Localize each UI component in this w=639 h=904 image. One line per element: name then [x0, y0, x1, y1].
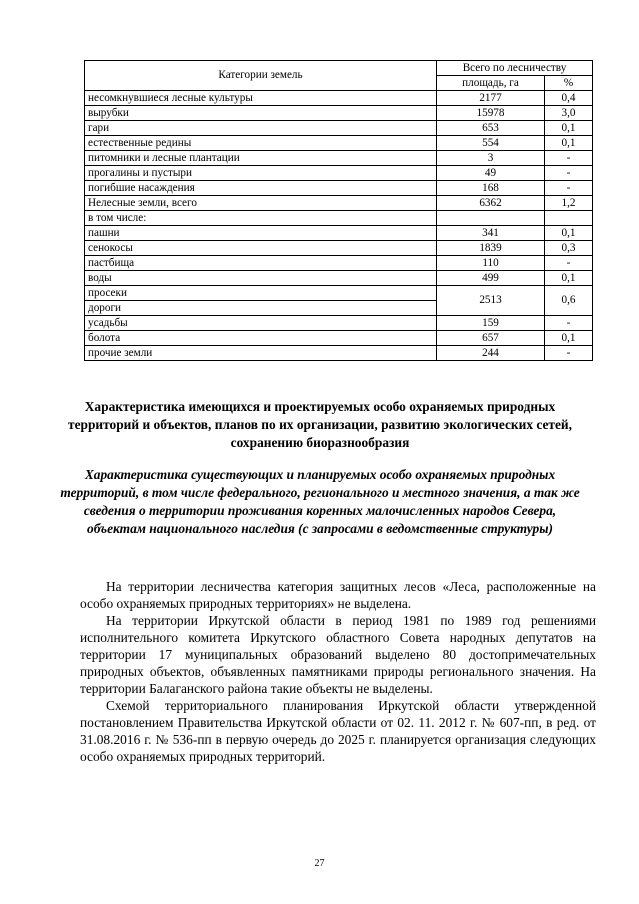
pct-cell: -: [545, 346, 593, 361]
area-cell: 653: [437, 121, 545, 136]
area-cell: 2513: [437, 286, 545, 316]
header-total: Всего по лесничеству: [437, 61, 593, 76]
category-cell: сенокосы: [85, 241, 437, 256]
table-row: [85, 331, 593, 346]
page-number: 27: [314, 858, 325, 869]
area-cell: 6362: [437, 196, 545, 211]
category-cell: болота: [85, 331, 437, 346]
area-cell: 554: [437, 136, 545, 151]
category-cell: пашни: [85, 226, 437, 241]
category-cell: Нелесные земли, всего: [85, 196, 437, 211]
subsection-heading: Характеристика существующих и планируемых особо охраняемых природных территорий, в том числе федерального, регионального и местного значения, а так же сведения о территории проживания коренных малочисленных народов Севера, объектам национального наследия (с запросами в ведомственные структуры): [60, 467, 580, 536]
category-cell: прочие земли: [85, 346, 437, 361]
pct-cell: -: [545, 316, 593, 331]
header-pct: %: [545, 76, 593, 91]
area-cell: 168: [437, 181, 545, 196]
category-cell: гари: [85, 121, 437, 136]
category-cell: в том числе:: [85, 211, 437, 226]
area-cell: 341: [437, 226, 545, 241]
pct-cell: 0,6: [545, 286, 593, 316]
category-cell: питомники и лесные плантации: [85, 151, 437, 166]
category-cell: усадьбы: [85, 316, 437, 331]
area-cell: 657: [437, 331, 545, 346]
table-row: [85, 166, 593, 181]
table-row: [85, 136, 593, 151]
area-cell: 49: [437, 166, 545, 181]
table-row: [85, 211, 593, 226]
pct-cell: 0,1: [545, 121, 593, 136]
table-row: [85, 241, 593, 256]
area-cell: 3: [437, 151, 545, 166]
category-cell: естественные редины: [85, 136, 437, 151]
table-row: [85, 196, 593, 211]
pct-cell: 0,1: [545, 136, 593, 151]
area-cell: 15978: [437, 106, 545, 121]
table-row: [85, 346, 593, 361]
pct-cell: 3,0: [545, 106, 593, 121]
table-row: [85, 121, 593, 136]
table-row: [85, 256, 593, 271]
category-cell: несомкнувшиеся лесные культуры: [85, 91, 437, 106]
pct-cell: -: [545, 256, 593, 271]
category-cell: воды: [85, 271, 437, 286]
table-row: [85, 316, 593, 331]
pct-cell: 1,2: [545, 196, 593, 211]
category-cell: пастбища: [85, 256, 437, 271]
header-area: площадь, га: [437, 76, 545, 91]
table-row: [85, 151, 593, 166]
table-row: [85, 106, 593, 121]
pct-cell: -: [545, 151, 593, 166]
pct-cell: 0,3: [545, 241, 593, 256]
pct-cell: -: [545, 166, 593, 181]
table-row: [85, 226, 593, 241]
area-cell: 1839: [437, 241, 545, 256]
table-row: [85, 286, 593, 301]
pct-cell: -: [545, 181, 593, 196]
header-category: Категории земель: [85, 61, 437, 91]
area-cell: 2177: [437, 91, 545, 106]
area-cell: [437, 211, 545, 226]
paragraph-1: На территории лесничества категория защитных лесов «Леса, расположенные на особо охраняемых природных территориях» не выделена.: [80, 579, 596, 611]
pct-cell: [545, 211, 593, 226]
category-cell: дороги: [85, 301, 437, 316]
area-cell: 244: [437, 346, 545, 361]
paragraph-3: Схемой территориального планирования Иркутской области утвержденной постановлением Правительства Иркутской области от 02. 11. 2012 г. № 607-пп, в ред. от 31.08.2016 г. № 536-пп в первую очередь до 2025 г. планируется организация следующих особо охраняемых природных территорий.: [80, 698, 596, 764]
pct-cell: 0,4: [545, 91, 593, 106]
area-cell: 499: [437, 271, 545, 286]
table-row: [85, 271, 593, 286]
table-row: [85, 181, 593, 196]
category-cell: просеки: [85, 286, 437, 301]
category-cell: прогалины и пустыри: [85, 166, 437, 181]
area-cell: 159: [437, 316, 545, 331]
section-heading: Характеристика имеющихся и проектируемых особо охраняемых природных территорий и объектов, планов по их организации, развитию экологических сетей, сохранению биоразнообразия: [68, 399, 572, 450]
pct-cell: 0,1: [545, 331, 593, 346]
area-cell: 110: [437, 256, 545, 271]
category-cell: вырубки: [85, 106, 437, 121]
land-categories-table: [84, 60, 593, 361]
table-header-row: [85, 61, 593, 76]
paragraph-2: На территории Иркутской области в период 1981 по 1989 год решениями исполнительного комитета Иркутского областного Совета народных депутатов на территории 17 муниципальных образований выделено 80 достопримечательных природных объектов, объявленных памятниками природы регионального значения. На территории Балаганского района такие объекты не выделены.: [80, 613, 596, 696]
table-row: [85, 91, 593, 106]
pct-cell: 0,1: [545, 271, 593, 286]
category-cell: погибшие насаждения: [85, 181, 437, 196]
pct-cell: 0,1: [545, 226, 593, 241]
